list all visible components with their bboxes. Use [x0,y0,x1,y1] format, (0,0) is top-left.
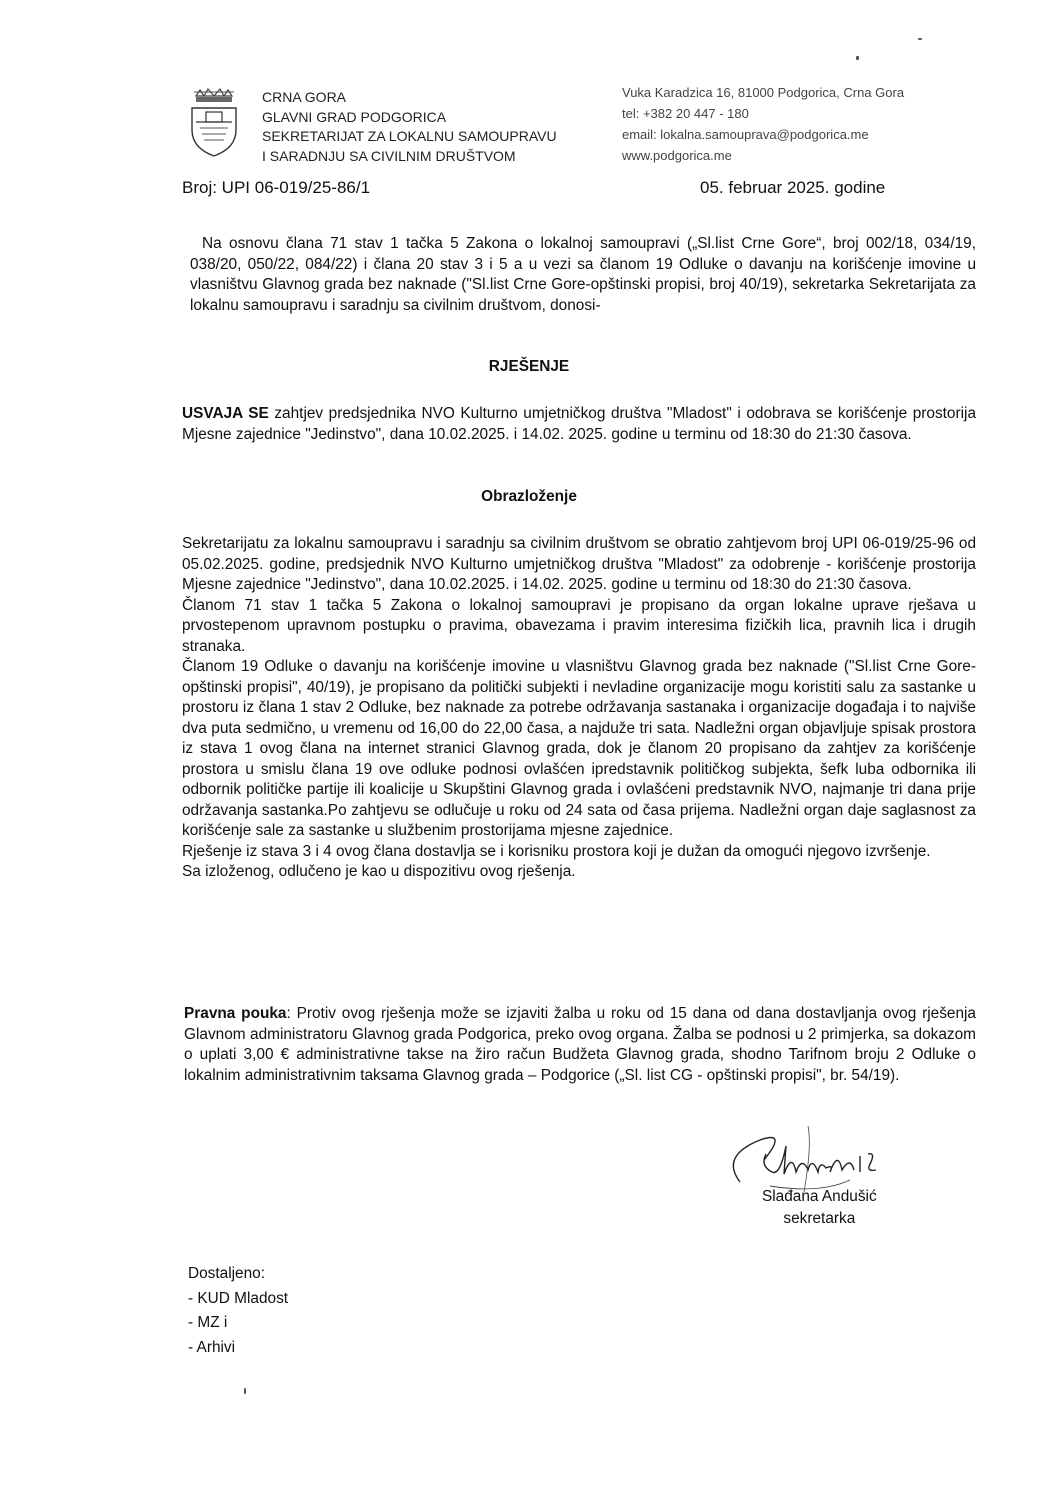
reasoning-paragraph: Članom 71 stav 1 tačka 5 Zakona o lokalnoj samoupravi je propisano da organ lokalne uprave rješava u prvostepenom upravnom postupku o pravima, obavezama i pravim interesima fizičkih lica, pravnih lica i drugih stranaka. [182,596,976,655]
country-name: CRNA GORA [262,89,347,105]
delivered-to-item: - Arhivi [188,1338,236,1356]
signatory-name: Slađana Andušić [762,1188,877,1205]
reasoning-paragraph: Članom 19 Odluke o davanju na korišćenje imovine u vlasništvu Glavnog grada bez naknade ("Sl.list Crne Gore-opštinski propisi", 40/19), je propisano da politički subjekti i nevladine organizacije mogu koristiti salu za sastanke u prostoru iz člana 1 stav 2 Odluke, bez naknade za potrebe održavanja sastanaka i organizacije događaja i to najviše dva puta sedmično, u vremenu od 16,00 do 22,00 časa, a najduže tri sata. Nadležni organ objavljuje spisak prostora iz stava 1 ovog člana na internet stranici Glavnog grada, dok je članom 20 propisano da zahtjev za korišćenje prostora u smislu člana 19 ove odluke podnosi ovlašćen ipredstavnik političkog subjekta, šefk luba odbornika ili odbornik političke partije ili koalicije u Skupštini Glavnog grada i ovlašćeni predstavnik NVO, najmanje tri dana prije održavanja sastanka.Po zahtjevu se odlučuje u roku od 24 sata od časa prijema. Nadležni organ daje saglasnost za korišćenje sale za sastanke u službenim prostorijama mjesne zajednice. [182,658,976,839]
city-name: GLAVNI GRAD PODGORICA [262,108,447,125]
delivered-to-item: - MZ i [188,1314,228,1331]
document-number: Broj: UPI 06-019/25-86/1 [182,178,371,197]
address: Vuka Karadzica 16, 81000 Podgorica, Crna Gora [622,85,905,100]
secretariat-name-line-2: I SARADNJU SA CIVILNIM DRUŠTVOM [262,147,516,164]
decision-text [182,404,976,445]
secretariat-name-line-1: SEKRETARIJAT ZA LOKALNU SAMOUPRAVU [262,128,557,144]
legal-remedy-body: : Protiv ovog rješenja može se izjaviti žalba u roku od 15 dana od dana dostavljanja ovog rješenja Glavnom administratoru Glavnog grada Podgorica, preko ovog organa. Žalba se podnosi u 2 primjerka, sa dokazom o uplati 3,00 € administrativne takse na žiro račun Budžeta Glavnog grada, shodno Tarifnom broju 2 Odluke o lokalnim administrativnim taksama Glavnog grada – Podgorice („Sl. list CG - opštinski propisi", br. 54/19). [184,1005,976,1084]
institution-header [262,88,557,166]
email: email: lokalna.samouprava@podgorica.me [622,127,869,142]
telephone: tel: +382 20 447 - 180 [622,106,749,121]
legal-remedy-paragraph [184,1004,976,1086]
decision-title: RJEŠENJE [488,358,570,375]
scan-speck [244,1388,246,1394]
contact-block [622,82,904,166]
legal-remedy-bold-lead: Pravna pouka [184,1005,287,1022]
reasoning-paragraph: Sekretarijatu za lokalnu samoupravu i saradnju sa civilnim društvom se obratio zahtjevom broj UPI 06-019/25-96 od 05.02.2025. godine, predsjednik NVO Kulturno umjetničkog društva "Mladost" za odobrenje - korišćenje prostorija Mjesne zajednice "Jedinstvo", dana 10.02.2025. i 14.02. 2025. godine u terminu od 18:30 do 21:30 časova. [182,535,976,593]
decision-bold-lead: USVAJA SE [182,405,269,422]
scan-speck [918,38,922,40]
scan-speck [856,56,859,60]
signatory-role: sekretarka [783,1210,856,1227]
reasoning-text [182,534,976,883]
delivered-to-list [188,1262,288,1360]
delivered-to-label: Dostaljeno: [188,1265,265,1282]
document-date: 05. februar 2025. godine [700,178,886,197]
website: www.podgorica.me [622,148,732,163]
intro-paragraph: Na osnovu člana 71 stav 1 tačka 5 Zakona o lokalnoj samoupravi („Sl.list Crne Gore“, broj 002/18, 034/19, 038/20, 050/22, 084/22) i člana 20 stav 3 i 5 a u vezi sa članom 19 Odluke o davanju na korišćenje imovine u vlasništvu Glavnog grada bez naknade ("Sl.list Crne Gore-opštinski propisi, broj 40/19), sekretarka Sekretarijata za lokalnu samoupravu i saradnju sa civilnim društvom, donosi- [190,235,976,314]
signatory-block [762,1186,877,1230]
reasoning-paragraph: Sa izloženog, odlučeno je kao u dispozitivu ovog rješenja. [182,863,576,880]
decision-body: zahtjev predsjednika NVO Kulturno umjetničkog društva "Mladost" i odobrava se korišćenje prostorija Mjesne zajednice "Jedinstvo", dana 10.02.2025. i 14.02. 2025. godine u terminu od 18:30 do 21:30 časova. [182,405,977,443]
delivered-to-item: - KUD Mladost [188,1289,289,1307]
reasoning-title: Obrazloženje [481,488,577,505]
coat-of-arms-logo [186,84,242,158]
reasoning-paragraph: Rješenje iz stava 3 i 4 ovog člana dostavlja se i korisniku prostora koji je dužan da omogući njegovo izvršenje. [182,842,931,860]
handwritten-signature [700,1116,920,1196]
